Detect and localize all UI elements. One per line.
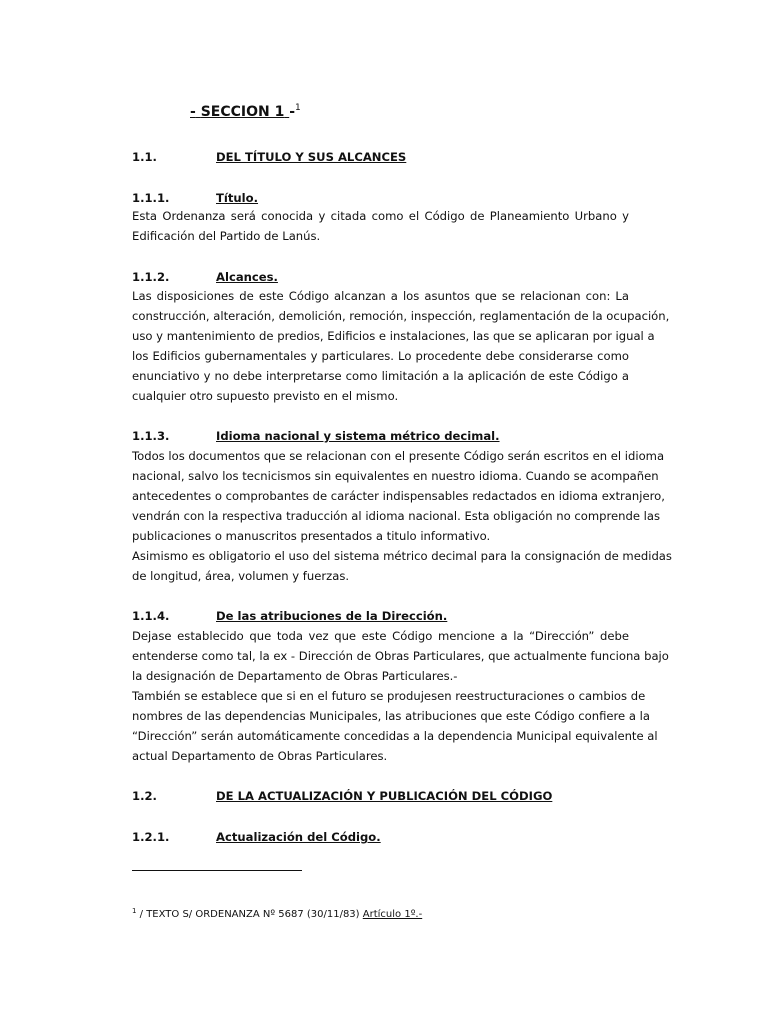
paragraph-idioma xyxy=(132,446,672,586)
text-line: los Edificios gubernamentales y particulares. Lo procedente debe considerarse como xyxy=(132,349,629,363)
heading-title: Alcances. xyxy=(216,270,278,284)
section-title-text: - SECCION 1 xyxy=(190,104,285,120)
text-line: publicaciones o manuscritos presentados a titulo informativo. xyxy=(132,529,491,543)
text-line: Esta Ordenanza será conocida y citada como el Código de Planeamiento Urbano y xyxy=(132,209,629,223)
text-line: entenderse como tal, la ex - Dirección de Obras Particulares, que actualmente funciona bajo xyxy=(132,649,669,663)
heading-title: DE LA ACTUALIZACIÓN Y PUBLICACIÓN DEL CÓDIGO xyxy=(216,789,553,803)
text-line: antecedentes o comprobantes de carácter indispensables redactados en idioma extranjero, xyxy=(132,489,665,503)
text-line: Todos los documentos que se relacionan con el presente Código serán escritos en el idioma xyxy=(132,449,665,463)
text-line: cualquier otro supuesto previsto en el mismo. xyxy=(132,389,399,403)
heading-title: De las atribuciones de la Dirección. xyxy=(216,609,448,623)
text-line: Las disposiciones de este Código alcanzan a los asuntos que se relacionan con: La xyxy=(132,289,629,303)
text-line: vendrán con la respectiva traducción al idioma nacional. Esta obligación no comprende las xyxy=(132,509,661,523)
text-line: actual Departamento de Obras Particulares. xyxy=(132,749,388,763)
text-line: “Dirección” serán automáticamente concedidas a la dependencia Municipal equivalente al xyxy=(132,729,658,743)
footnote-text: / TEXTO S/ ORDENANZA Nº 5687 (30/11/83) xyxy=(136,909,363,920)
heading-number: 1.2.1. xyxy=(132,830,170,844)
text-line: Asimismo es obligatorio el uso del sistema métrico decimal para la consignación de medidas xyxy=(132,549,672,563)
heading-title: DEL TÍTULO Y SUS ALCANCES xyxy=(216,150,407,164)
footnote-ref[interactable]: 1 xyxy=(295,103,301,113)
text-line: enunciativo y no debe interpretarse como limitación a la aplicación de este Código a xyxy=(132,369,629,383)
paragraph-titulo xyxy=(132,206,629,246)
heading-title: Idioma nacional y sistema métrico decimal. xyxy=(216,429,500,443)
text-line: También se establece que si en el futuro se produjesen reestructuraciones o cambios de xyxy=(132,689,646,703)
section-title-suffix: - xyxy=(289,104,296,120)
heading-number: 1.1.2. xyxy=(132,270,170,284)
heading-number: 1.1.1. xyxy=(132,191,170,205)
paragraph-alcances xyxy=(132,286,670,406)
heading-title: Actualización del Código. xyxy=(216,830,381,844)
heading-number: 1.1.3. xyxy=(132,429,170,443)
section-title xyxy=(190,103,301,120)
heading-number: 1.1. xyxy=(132,150,157,164)
paragraph-atribuciones xyxy=(132,626,669,766)
text-line: de longitud, área, volumen y fuerzas. xyxy=(132,569,350,583)
text-line: nacional, salvo los tecnicismos sin equivalentes en nuestro idioma. Cuando se acompañen xyxy=(132,469,659,483)
text-line: la designación de Departamento de Obras Particulares.- xyxy=(132,669,458,683)
heading-number: 1.1.4. xyxy=(132,609,170,623)
text-line: nombres de las dependencias Municipales, las atribuciones que este Código confiere a la xyxy=(132,709,650,723)
text-line: Dejase establecido que toda vez que este Código mencione a la “Dirección” debe xyxy=(132,629,629,643)
text-line: uso y mantenimiento de predios, Edificios e instalaciones, las que se aplicaran por igual a xyxy=(132,329,655,343)
footnote-number: 1 xyxy=(132,907,137,915)
footnote-separator xyxy=(132,870,302,871)
heading-number: 1.2. xyxy=(132,789,157,803)
footnote-article-link[interactable]: Artículo 1º.- xyxy=(362,909,423,920)
footnote xyxy=(132,907,422,920)
heading-title: Título. xyxy=(216,191,259,205)
text-line: Edificación del Partido de Lanús. xyxy=(132,229,321,243)
text-line: construcción, alteración, demolición, remoción, inspección, reglamentación de la ocupación, xyxy=(132,309,670,323)
